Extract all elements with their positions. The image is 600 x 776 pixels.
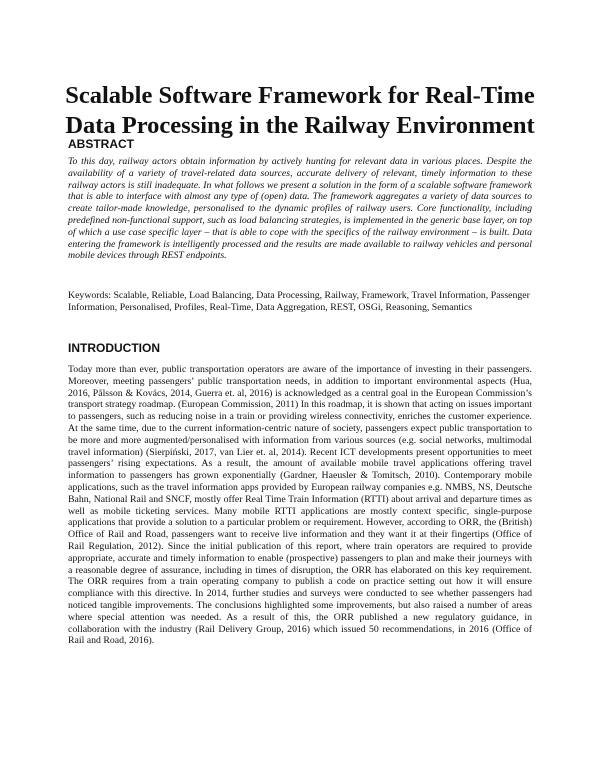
abstract-heading: ABSTRACT xyxy=(68,137,134,151)
abstract-text: To this day, railway actors obtain information by actively hunting for relevant data in various places. Despite the availability of a variety of travel-related data sources, accurate delivery of relevant, timely information to these railway actors is still inadequate. In what follows we present a solution in the form of a scalable software framework that is able to interface with almost any type of (open) data. The framework aggregates a variety of data sources to create tailor-made knowledge, personalised to the dynamic profiles of railway users. Core functionality, including predefined non-functional support, such as load balancing strategies, is implemented in the generic base layer, on top of which a use case specific layer – that is able to cope with the specifics of the railway environment – is built. Data entering the framework is intelligently processed and the results are made available to railway vehicles and personal mobile devices through REST endpoints. xyxy=(68,156,532,262)
keywords: Keywords: Scalable, Reliable, Load Balancing, Data Processing, Railway, Framework, Travel Information, Passenger Information, Personalised, Profiles, Real-Time, Data Aggregation, REST, OSGi, Reasoning, Semantics xyxy=(68,290,530,313)
paper-title: Scalable Software Framework for Real-Time Data Processing in the Railway Environment xyxy=(65,82,535,140)
introduction-heading: INTRODUCTION xyxy=(68,341,160,355)
introduction-text: Today more than ever, public transportation operators are aware of the importance of investing in their passengers. Moreover, meeting passengers’ public transportation needs, in addition to important environmental aspects (Hua, 2016, Pålsson & Kovács, 2014, Guerra et. al, 2016) is acknowledged as a central goal in the European Commission’s transport strategy roadmap. (European Commission, 2011) In this roadmap, it is shown that acting on issues important to passengers, such as reducing noise in a train or providing wireless connectivity, enriches the customer experience. At the same time, due to the current information-centric nature of society, passengers expect public transportation to be more and more augmented/personalised with information from various sources (e.g. social networks, multimodal travel information) (Sierpiński, 2017, van Lier et. al, 2014). Recent ICT developments present opportunities to meet passengers’ rising expectations. As a result, the amount of available mobile travel applications offering travel information to passengers has grown exponentially (Gardner, Haeusler & Tomitsch, 2010). Contemporary mobile applications, such as the travel information apps provided by European railway companies e.g. NMBS, NS, Deutsche Bahn, National Rail and SNCF, mostly offer Real Time Train Information (RTTI) about arrival and departure times as well as mobile ticketing services. Many mobile RTTI applications are mostly context specific, single-purpose applications that provide a solution to a particular problem or requirement. However, according to ORR, the (British) Office of Rail and Road, passengers want to receive live information and they want it at their fingertips (Office of Rail Regulation, 2012). Since the initial publication of this report, where train operators are required to provide appropriate, accurate and timely information to enable (prospective) passengers to plan and make their journeys with a reasonable degree of assurance, including in times of disruption, the ORR has elaborated on this key requirement. The ORR requires from a train operating company to publish a code on practice setting out how it will ensure compliance with this directive. In 2014, further studies and surveys were conducted to see whether passengers had noticed tangible improvements. The conclusions highlighted some improvements, but also raised a number of areas where special attention was needed. As a result of this, the ORR published a new regulatory guidance, in collaboration with the industry (Rail Delivery Group, 2016) which issued 50 recommendations, in 2016 (Office of Rail and Road, 2016). xyxy=(68,364,532,647)
